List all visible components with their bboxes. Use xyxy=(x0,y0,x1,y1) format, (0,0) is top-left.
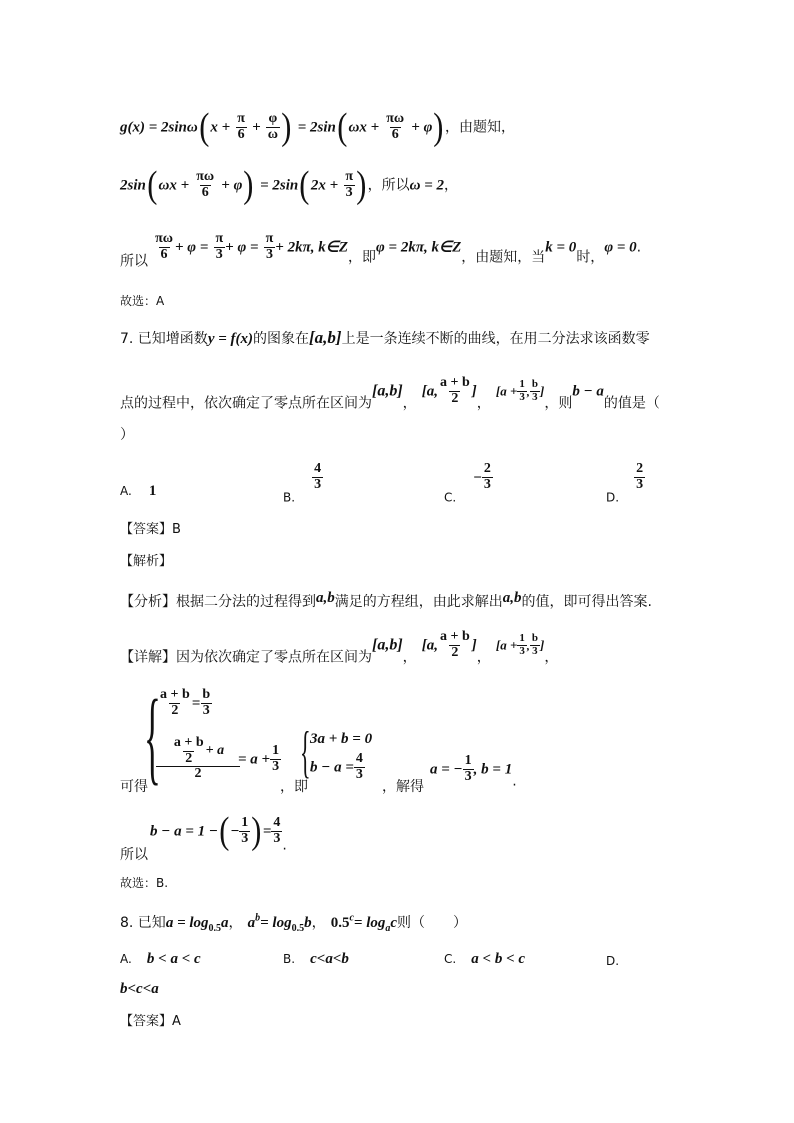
equation-line-3: 所以 $\frac{\pi\omega}{6}$ + φ = $\frac{\pi}{3}$ + φ = $\frac{\pi}{3}$ + 2kπ, k∈Z，即φ = 2kπ, k∈Z，由题知，当k = 0时，φ = 0. xyxy=(120,231,642,270)
equation-line-2: 2sin(ωx + $\frac{\pi\omega}{6}$ + φ) = 2sin(2x + $\frac{\pi}{3}$ )，所以ω = 2， xyxy=(120,164,459,206)
system-eq-3: 3a + b = 0 xyxy=(310,731,373,747)
fraction: $\frac{1}{3}$ xyxy=(241,814,249,846)
choose-answer-7: 故选：B. xyxy=(120,876,169,890)
fraction: $\frac{a + b}{2}$ xyxy=(173,735,204,766)
fraction: $\frac{4}{3}$ xyxy=(273,814,281,846)
analysis-label-7: 【解析】 xyxy=(120,554,173,569)
option-a[interactable]: A. 1 xyxy=(120,483,157,499)
fraction: $\frac{a + b}{2}$ xyxy=(440,629,470,660)
analysis-text-7: 【分析】根据二分法的过程得到a,b满足的方程组，由此求解出a,b的值，即可得出答案. xyxy=(120,590,652,610)
question-7-line-2: 点的过程中，依次确定了零点所在区间为[a,b]， [a, $\frac{a + b}{2}$ ]， [a + $\frac{1}{3}$ , $\frac{b}{3}$ ]，则b − a的值是（ xyxy=(120,375,660,412)
fraction: $\frac{1}{3}$ xyxy=(464,753,472,784)
fraction: $\frac{2}{3}$ xyxy=(483,461,491,492)
question-7-line-1: 7. 已知增函数y = f(x)的图象在[a,b]上是一条连续不断的曲线，在用二分法求该函数零 xyxy=(120,328,650,347)
fraction: $\frac{b}{3}$ xyxy=(202,687,211,718)
system-eq-2: $\frac{a + b}{2}$ + a 2 = a + $\frac{1}{3}$ xyxy=(158,736,281,782)
answer-label-8: 【答案】A xyxy=(120,1014,181,1029)
fraction: $\frac{\pi\omega}{6}$ xyxy=(155,231,173,262)
question-7-line-3: ） xyxy=(120,427,134,443)
fraction: $\frac{a + b}{2}$ xyxy=(160,687,190,718)
fraction: $\frac{b}{3}$ xyxy=(531,632,538,657)
fraction: $\frac{\pi}{3}$ xyxy=(345,168,353,200)
final-result-7: 所以 b − a = 1 −(− $\frac{1}{3}$ )= $\frac{4}{3}$ . xyxy=(120,810,287,863)
fraction: $\frac{1}{3}$ xyxy=(519,632,525,657)
fraction: $\frac{2}{3}$ xyxy=(636,461,644,492)
fraction: $\frac{4}{3}$ xyxy=(355,751,363,782)
q8-option-c[interactable]: C. a < b < c xyxy=(444,951,526,967)
fraction: $\frac{\varphi}{\omega}$ xyxy=(267,110,278,142)
option-d[interactable]: $_{D.}$ $\frac{2}{3}$ xyxy=(606,461,644,505)
fraction: $\frac{\pi\omega}{6}$ xyxy=(196,168,215,200)
fraction: $\frac{a + b}{2}$ + a 2 xyxy=(158,736,238,782)
fraction: $\frac{\pi}{3}$ xyxy=(215,231,224,262)
q8-option-b[interactable]: B. c<a<b xyxy=(283,951,349,967)
fraction: $\frac{4}{3}$ xyxy=(314,461,322,492)
fraction: $\frac{b}{3}$ xyxy=(531,378,538,403)
option-b[interactable]: $_{B.}$ $\frac{4}{3}$ xyxy=(283,461,322,505)
fraction: $\frac{\pi}{3}$ xyxy=(265,231,274,262)
system-eq-1: $\frac{a + b}{2}$ = $\frac{b}{3}$ xyxy=(160,687,211,718)
choose-answer-6: 故选：A xyxy=(120,294,165,308)
q8-option-a[interactable]: A. b < a < c xyxy=(120,951,201,967)
option-c[interactable]: $_{C.}$ − $\frac{2}{3}$ xyxy=(444,461,491,505)
fraction: $\frac{\pi\omega}{6}$ xyxy=(386,110,405,142)
q8-option-d[interactable]: D. xyxy=(606,954,620,968)
solution: a = − $\frac{1}{3}$ , b = 1. xyxy=(430,753,517,790)
equation-line-1: g(x) = 2sinω(x + $\frac{\pi}{6}$ + $\frac{\varphi}{\omega}$ ) = 2sin(ωx + $\frac{\pi\omega}{6}$ + φ)，由题知， xyxy=(120,106,515,148)
question-8: 8. 已知$a = \log_{0.5}a$， $a^b= \log_{0.5}b$， $0.5^c= \log_ac$则（ ） xyxy=(120,912,468,935)
equation-system-7: 可得 { $\frac{a + b}{2}$ = $\frac{b}{3}$ $\frac{a + b}{2}$ + a 2 = a + $\frac{1}{3}$ ，即 { 3a + b = 0 b − a = $\frac{4}{3}$ ，解得 a = − $\frac{1}{3}$ , b = 1. xyxy=(120,680,517,796)
fraction: $\frac{1}{3}$ xyxy=(519,378,525,403)
fraction: $\frac{1}{3}$ xyxy=(272,742,280,774)
q8-option-d-value: b<c<a xyxy=(120,981,159,997)
fraction: $\frac{\pi}{6}$ xyxy=(237,110,245,142)
fraction: $\frac{a + b}{2}$ xyxy=(440,375,470,406)
system-eq-4: b − a = $\frac{4}{3}$ xyxy=(310,751,363,782)
detail-line-7: 【详解】因为依次确定了零点所在区间为[a,b]， [a, $\frac{a + b}{2}$ ]， [a + $\frac{1}{3}$ , $\frac{b}{3}$ ]， xyxy=(120,629,559,666)
answer-label-7: 【答案】B xyxy=(120,522,181,537)
